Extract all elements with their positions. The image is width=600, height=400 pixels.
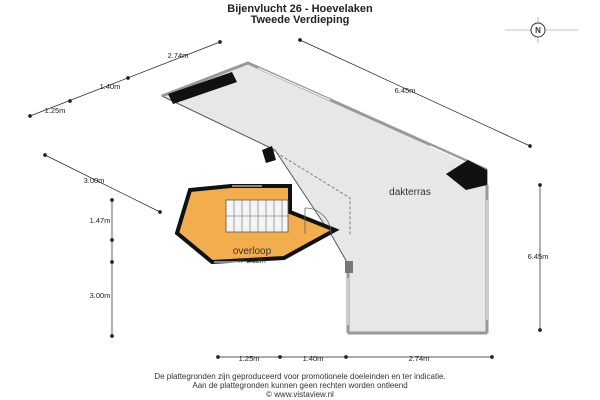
- footer-disclaimer-2: Aan de plattegronden kunnen geen rechten worden ontleend: [192, 381, 408, 390]
- dim-tick: [111, 239, 114, 242]
- dim-tick: [279, 356, 282, 359]
- dim-label-bottom-3: 2.74m: [408, 354, 430, 363]
- dim-tick: [29, 115, 32, 118]
- dim-label-right: 6.45m: [527, 252, 549, 261]
- dim-label-top-right: 6.45m: [394, 86, 416, 95]
- dim-label-top-left-3: 1.25m: [44, 106, 66, 115]
- dim-label-bottom-2: 1.40m: [302, 354, 324, 363]
- dim-tick: [529, 145, 532, 148]
- landing-height-label: h=2.12m: [238, 258, 266, 265]
- compass: [505, 17, 578, 43]
- dim-tick: [69, 100, 72, 103]
- dim-tick: [111, 261, 114, 264]
- dim-tick: [539, 329, 542, 332]
- footer-copyright: © www.vistaview.nl: [266, 390, 334, 399]
- dim-tick: [345, 356, 348, 359]
- landing-label: overloop: [232, 246, 272, 257]
- wall-step: [345, 261, 353, 273]
- dim-label-left-middle: 1.47m: [89, 216, 111, 225]
- plan-title: Bijenvlucht 26 - Hoevelaken: [227, 3, 373, 15]
- dim-tick: [491, 356, 494, 359]
- dim-label-top-left-1: 2.74m: [167, 51, 189, 60]
- dim-label-left-upper: 3.00m: [83, 176, 105, 185]
- dim-tick: [217, 356, 220, 359]
- terrace-label: dakterras: [389, 187, 431, 198]
- dim-tick: [111, 335, 114, 338]
- dim-tick: [159, 211, 162, 214]
- footer-disclaimer-1: De plattegronden zijn geproduceerd voor promotionele doeleinden en ter indicatie.: [154, 372, 446, 381]
- plan-subtitle: Tweede Verdieping: [250, 14, 350, 26]
- dim-tick: [539, 184, 542, 187]
- dim-tick: [111, 199, 114, 202]
- dim-tick: [219, 41, 222, 44]
- dim-label-bottom-1: 1.25m: [238, 354, 260, 363]
- dim-label-top-left-2: 1.40m: [99, 82, 121, 91]
- dim-label-left-lower: 3.00m: [89, 291, 111, 300]
- staircase: [226, 200, 288, 232]
- dim-tick: [299, 39, 302, 42]
- dim-tick: [44, 154, 47, 157]
- dim-tick: [127, 77, 130, 80]
- compass-label: N: [535, 26, 541, 35]
